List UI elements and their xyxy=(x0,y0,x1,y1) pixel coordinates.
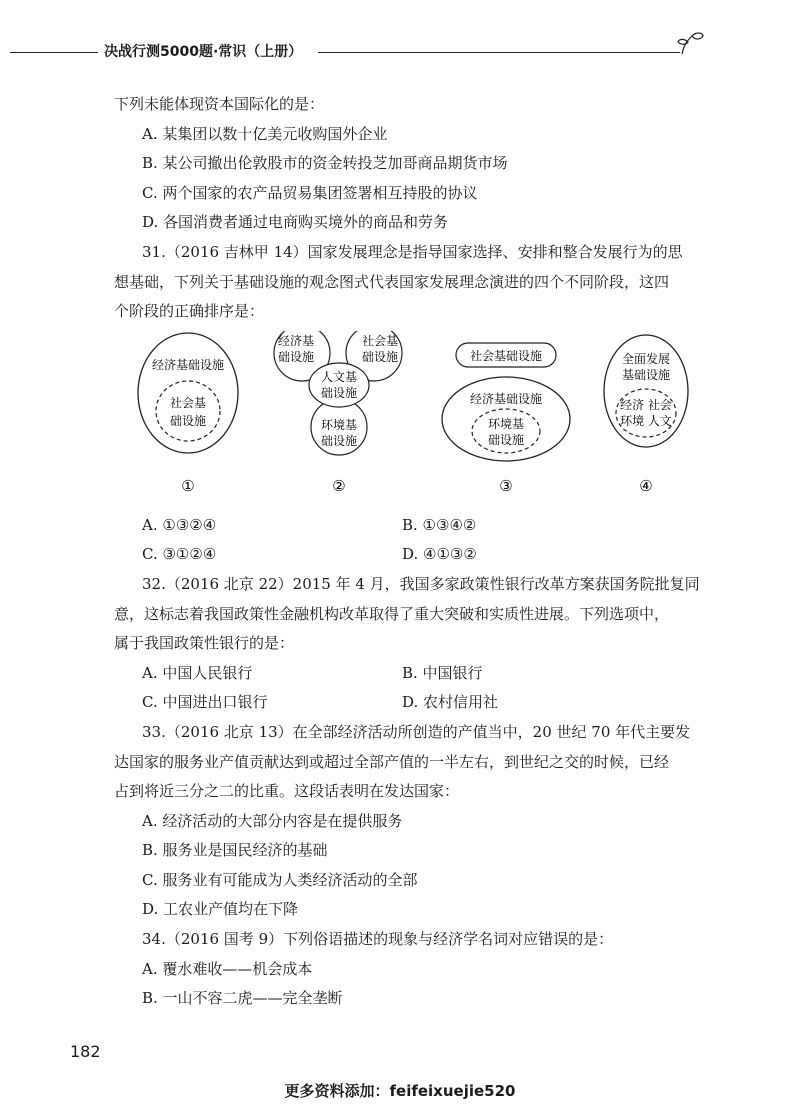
q30-stem: 下列未能体现资本国际化的是： xyxy=(114,95,325,113)
q33-option-a: A. 经济活动的大部分内容是在提供服务 xyxy=(142,811,403,830)
d2-top-left-1: 经济基 xyxy=(277,333,315,348)
q31-option-a: A. ①③②④ xyxy=(142,515,217,534)
d2-center-2: 础设施 xyxy=(320,385,358,400)
q33-stem-line-3: 占到将近三分之二的比重。这段话表明在发达国家： xyxy=(114,782,460,801)
diagram-2 xyxy=(274,331,402,495)
d4-inner-1: 经济 社会 xyxy=(620,397,672,412)
d3-middle-label: 经济基础设施 xyxy=(469,391,543,406)
d1-number: ① xyxy=(181,476,195,495)
q30-option-a: A. 某集团以数十亿美元收购国外企业 xyxy=(142,124,388,143)
q31-option-b: B. ①③④② xyxy=(402,515,477,534)
footer-note: 更多资料添加：feifeixuejie520 xyxy=(284,1082,516,1100)
q32-options-row-1 xyxy=(114,659,674,689)
q31-option-d: D. ④①③② xyxy=(402,545,477,564)
d4-top-1: 全面发展 xyxy=(621,351,671,366)
d1-outer-label: 经济基础设施 xyxy=(151,357,225,372)
q32-options-row-2 xyxy=(114,688,674,718)
d4-number: ④ xyxy=(639,476,653,495)
q33-option-b: B. 服务业是国民经济的基础 xyxy=(142,841,328,860)
q33-option-d: D. 工农业产值均在下降 xyxy=(142,900,299,919)
q31-stem-line-2: 想基础，下列关于基础设施的观念图式代表国家发展理念演进的四个不同阶段，这四 xyxy=(114,272,670,291)
q31-option-c: C. ③①②④ xyxy=(142,545,217,564)
q32-option-c: C. 中国进出口银行 xyxy=(142,693,268,712)
sprout-icon xyxy=(676,30,706,64)
header-title: 决战行测5000题·常识（上册） xyxy=(104,44,303,60)
q33-stem-line-1: 33.（2016 北京 13）在全部经济活动所创造的产值当中，20 世纪 70 年代主要发 xyxy=(142,722,691,741)
page-number: 182 xyxy=(70,1042,101,1061)
page-content xyxy=(114,90,700,1014)
header-rule-right xyxy=(318,52,680,53)
q33-option-c: C. 服务业有可能成为人类经济活动的全部 xyxy=(142,870,418,889)
d3-number: ③ xyxy=(499,476,513,495)
q32-stem-line-3: 属于我国政策性银行的是： xyxy=(114,634,295,653)
diagram-1 xyxy=(138,333,238,495)
q30-option-d: D. 各国消费者通过电商购买境外的商品和劳务 xyxy=(142,213,449,232)
diagram-3 xyxy=(442,343,570,495)
concept-diagrams xyxy=(114,331,694,511)
q31-stem-line-1: 31.（2016 吉林甲 14）国家发展理念是指导国家选择、安排和整合发展行为的思 xyxy=(142,242,683,261)
q34-option-b: B. 一山不容二虎——完全垄断 xyxy=(142,989,343,1008)
d2-bottom-1: 环境基 xyxy=(320,417,358,432)
header-rule-left xyxy=(10,52,98,53)
q32-stem-line-2: 意，这标志着我国政策性金融机构改革取得了重大突破和实质性进展。下列选项中， xyxy=(114,604,670,623)
q32-stem-line-1: 32.（2016 北京 22）2015 年 4 月，我国多家政策性银行改革方案获国务院批复同 xyxy=(142,574,700,593)
d1-inner-label-2: 础设施 xyxy=(169,413,207,428)
q34-stem: 34.（2016 国考 9）下列俗语描述的现象与经济学名词对应错误的是： xyxy=(142,930,614,949)
q31-options-row-1 xyxy=(114,511,674,541)
q30-option-b: B. 某公司撤出伦敦股市的资金转投芝加哥商品期货市场 xyxy=(142,154,508,173)
q30-option-c: C. 两个国家的农产品贸易集团签署相互持股的协议 xyxy=(142,183,478,202)
d3-top-label: 社会基础设施 xyxy=(469,348,543,363)
q32-option-d: D. 农村信用社 xyxy=(402,693,499,712)
page-header xyxy=(0,30,800,70)
d2-top-right-2: 础设施 xyxy=(361,349,399,364)
q32-option-b: B. 中国银行 xyxy=(402,663,483,682)
q33-stem-line-2: 达国家的服务业产值贡献达到或超过全部产值的一半左右，到世纪之交的时候，已经 xyxy=(114,752,670,771)
q32-option-a: A. 中国人民银行 xyxy=(142,663,253,682)
d2-bottom-2: 础设施 xyxy=(320,433,358,448)
d2-center-1: 人文基 xyxy=(320,369,358,384)
d1-inner-label-1: 社会基 xyxy=(169,395,207,410)
d3-inner-1: 环境基 xyxy=(487,416,525,431)
d2-number: ② xyxy=(332,476,346,495)
q31-diagrams xyxy=(114,331,674,511)
d4-inner-2: 环境 人文 xyxy=(620,413,672,428)
q31-stem-line-3: 个阶段的正确排序是： xyxy=(114,302,265,321)
diagram-4 xyxy=(604,335,688,495)
d4-top-2: 基础设施 xyxy=(621,367,671,382)
d2-top-right-1: 社会基 xyxy=(361,333,399,348)
d3-inner-2: 础设施 xyxy=(487,432,525,447)
q34-option-a: A. 覆水难收——机会成本 xyxy=(142,959,313,978)
d2-top-left-2: 础设施 xyxy=(277,349,315,364)
q31-options-row-2 xyxy=(114,540,674,570)
